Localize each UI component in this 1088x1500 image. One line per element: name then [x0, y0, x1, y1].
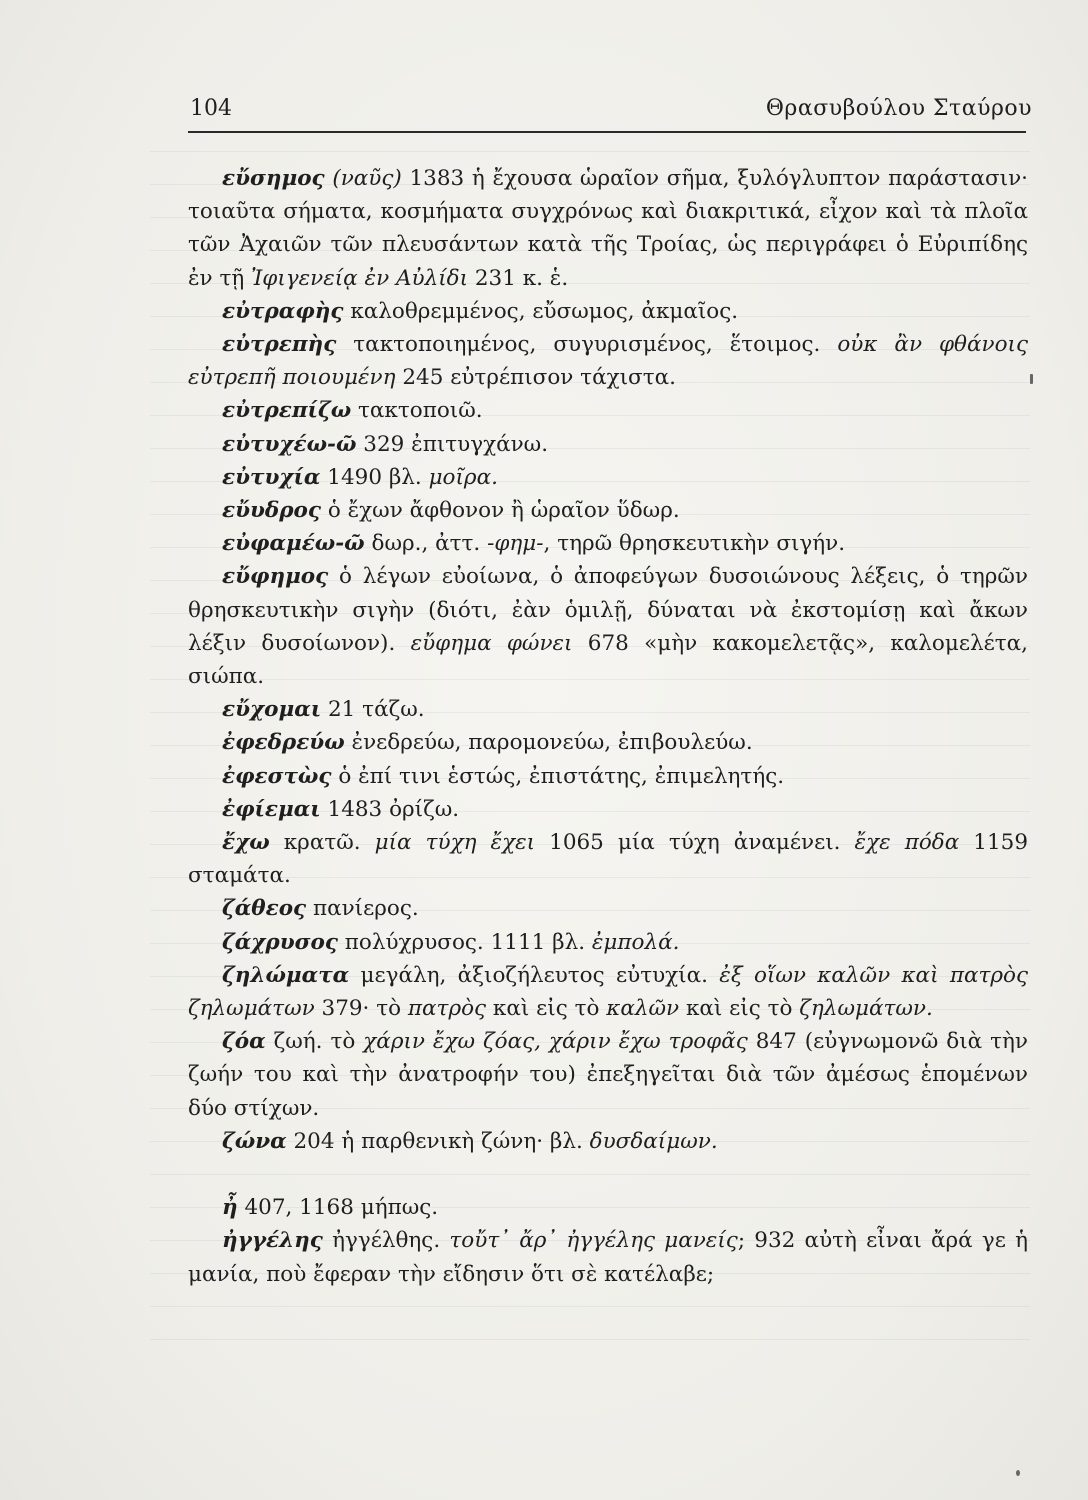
entry-lemma: εὔυδρος [222, 498, 321, 524]
entry-text: 1065 μία τύχη ἀναμένει. [535, 830, 855, 856]
entry-lemma: ζάθεος [222, 896, 307, 922]
entry-lemma: ἦ [222, 1195, 238, 1221]
entry-text: πολύχρυσος. 1111 βλ. [337, 929, 592, 955]
paper-speck [1016, 1470, 1020, 1476]
entry-lemma: ἔχω [222, 830, 270, 856]
entry-lemma: ζόα [222, 1029, 266, 1055]
entry-text: ὁ λέγων εὐοίωνα, ὁ ἀποφεύγων δυσοιώνους λέξεις, ὁ τηρῶν θρησκευτικὴν σιγὴν (διότι, ἐὰν ὁμιλῇ, δύναται νὰ ἐκστομίσῃ καὶ ἄκων λέξιν δυσοίωνον). [188, 564, 1028, 656]
running-head: Θρασυβούλου Σταύρου [765, 96, 1032, 121]
entry-lemma: ἐφεδρεύω [222, 730, 345, 756]
entry-text: 21 τάζω. [321, 697, 425, 723]
entry-text: πανίερος. [306, 896, 419, 922]
entry-text: 678 «μὴν κακομελετᾷς», καλομελέτα, σιώπα. [188, 630, 1029, 690]
entry-citation: Ἰφιγενείᾳ ἐν Αὐλίδι [251, 265, 468, 291]
glossary-entry [188, 693, 1028, 726]
glossary-entry [188, 162, 1028, 295]
entry-lemma: ζάχρυσος [222, 929, 338, 955]
entry-text: , τηρῶ θρησκευτικὴν σιγήν. [543, 531, 846, 557]
entry-lemma: ζηλώματα [222, 962, 350, 988]
glossary-entry [188, 1191, 1028, 1224]
entry-citation: τοὔτ᾽ ἄρ᾽ ἠγγέλης μανείς [449, 1228, 738, 1254]
glossary-entry [188, 560, 1028, 693]
entry-text: καὶ εἰς τὸ [486, 996, 607, 1022]
entry-text: ἐνεδρεύω, παρομονεύω, ἐπιβουλεύω. [344, 730, 753, 756]
glossary-entry [188, 892, 1028, 925]
entry-lemma: εὐτυχέω-ῶ [222, 431, 357, 457]
entry-citation: δυσδαίμων. [589, 1128, 718, 1154]
entry-text: κρατῶ. [269, 830, 375, 856]
entry-citation: οὐκ ἂν φθάνοις εὐτρεπῆ ποιουμένη [188, 332, 1028, 391]
glossary-entry [188, 793, 1028, 826]
entry-text: τακτοποιημένος, συγυρισμένος, ἕτοιμος. [336, 332, 838, 358]
entry-text: 204 ἡ παρθενικὴ ζώνη· βλ. [286, 1128, 590, 1154]
entry-citation: μοῖρα. [428, 464, 498, 490]
entry-text: μεγάλη, ἀξιοζήλευτος εὐτυχία. [349, 962, 720, 988]
entry-text: ὁ ἐπί τινι ἑστώς, ἐπιστάτης, ἐπιμελητής. [331, 763, 785, 789]
entry-citation: ἐξ οἵων καλῶν καὶ πατρὸς ζηλωμάτων [188, 962, 1028, 1022]
entry-text: ἠγγέλθης. [322, 1228, 450, 1254]
entry-citation: πατρὸς [407, 996, 487, 1022]
glossary-entry [188, 394, 1028, 427]
glossary-entry [188, 959, 1028, 1025]
paper-speck [1030, 374, 1033, 384]
entry-lemma: εὔσημος [222, 166, 325, 191]
entry-lemma: εὐτρεπὴς [222, 332, 337, 358]
glossary-entry [188, 826, 1028, 892]
entry-lemma: εὐτρεπίζω [222, 398, 352, 424]
entry-lemma: εὐτραφὴς [222, 298, 344, 324]
entry-text: ὁ ἔχων ἄφθονον ἢ ὡραῖον ὕδωρ. [320, 498, 680, 524]
glossary-entry [188, 461, 1028, 494]
entry-citation: καλῶν [606, 996, 680, 1022]
entry-text: 407, 1168 μήπως. [237, 1195, 439, 1221]
glossary-entry [188, 494, 1028, 527]
entry-lemma: ἐφεστὼς [222, 763, 332, 789]
glossary-entry [188, 1224, 1028, 1290]
glossary-entry [188, 1125, 1028, 1158]
entry-lemma: εὔφημος [222, 564, 329, 590]
entry-text: 847 (εὐγνωμονῶ διὰ τὴν ζωήν του καὶ τὴν ἀνατροφήν του) ἐπεξηγεῖται διὰ τῶν ἀμέσως ἑπομένων δύο στίχων. [188, 1029, 1028, 1121]
entry-lemma: εὐφαμέω-ῶ [222, 531, 365, 557]
entry-citation: μία τύχη ἔχει [374, 830, 536, 856]
entry-text: 1159 σταμάτα. [188, 830, 1029, 889]
entry-lemma: ἠγγέλης [222, 1228, 323, 1254]
glossary-entry [188, 328, 1028, 394]
entry-text: 245 εὐτρέπισον τάχιστα. [395, 365, 676, 391]
entry-text: ζωή. τὸ [265, 1029, 364, 1055]
glossary-entry [188, 295, 1028, 328]
entry-text: δωρ., ἀττ. [364, 531, 488, 557]
entry-text: 329 ἐπιτυγχάνω. [356, 431, 549, 457]
entry-text: καὶ εἰς τὸ [679, 996, 800, 1022]
entry-citation: ἔχε πόδα [854, 830, 960, 856]
header-rule [188, 131, 1026, 133]
entry-citation: χάριν ἔχω ζόας, χάριν ἔχω τροφᾶς [363, 1029, 748, 1055]
glossary-entry [188, 428, 1028, 461]
entry-lemma: εὔχομαι [222, 697, 322, 723]
entry-text: ; 932 αὐτὴ εἶναι ἄρά γε ἡ μανία, ποὺ ἔφεραν τὴν εἴδησιν ὅτι σὲ κατέλαβε; [188, 1228, 1028, 1287]
entry-citation: εὔφημα φώνει [410, 630, 573, 656]
entry-citation: ἐμπολά. [591, 929, 680, 955]
glossary-entry [188, 1025, 1028, 1125]
entry-text: 1483 ὀρίζω. [320, 796, 460, 822]
entry-citation: (ναῦς) [332, 166, 402, 191]
entry-text: καλοθρεμμένος, εὔσωμος, ἀκμαῖος. [343, 298, 739, 324]
glossary-entry [188, 527, 1028, 560]
glossary-entries [188, 162, 1028, 1291]
glossary-entry [188, 726, 1028, 759]
entry-text: τακτοποιῶ. [351, 398, 483, 424]
entry-text: 379· τὸ [314, 996, 408, 1022]
entry-citation: -φημ- [487, 531, 544, 557]
entry-text: 1490 βλ. [320, 464, 429, 490]
entry-text: 231 κ. ἑ. [468, 265, 569, 291]
entry-lemma: ζώνα [222, 1128, 287, 1154]
entry-lemma: ἐφίεμαι [222, 796, 321, 822]
glossary-entry [188, 760, 1028, 793]
entry-text: 1383 ἡ ἔχουσα ὡραῖον σῆμα, ξυλόγλυπτον παράστασιν· τοιαῦτα σήματα, κοσμήματα συγχρόνως καὶ διακριτικά, εἶχον καὶ τὰ πλοῖα τῶν Ἀχαιῶν τῶν πλευσάντων κατὰ τῆς Τροίας, ὡς περιγράφει ὁ Εὐριπίδης ἐν τῇ [188, 166, 1028, 291]
page-number: 104 [190, 96, 232, 121]
entry-citation: ζηλωμάτων. [799, 996, 933, 1022]
entry-lemma: εὐτυχία [222, 464, 321, 490]
glossary-entry [188, 926, 1028, 959]
